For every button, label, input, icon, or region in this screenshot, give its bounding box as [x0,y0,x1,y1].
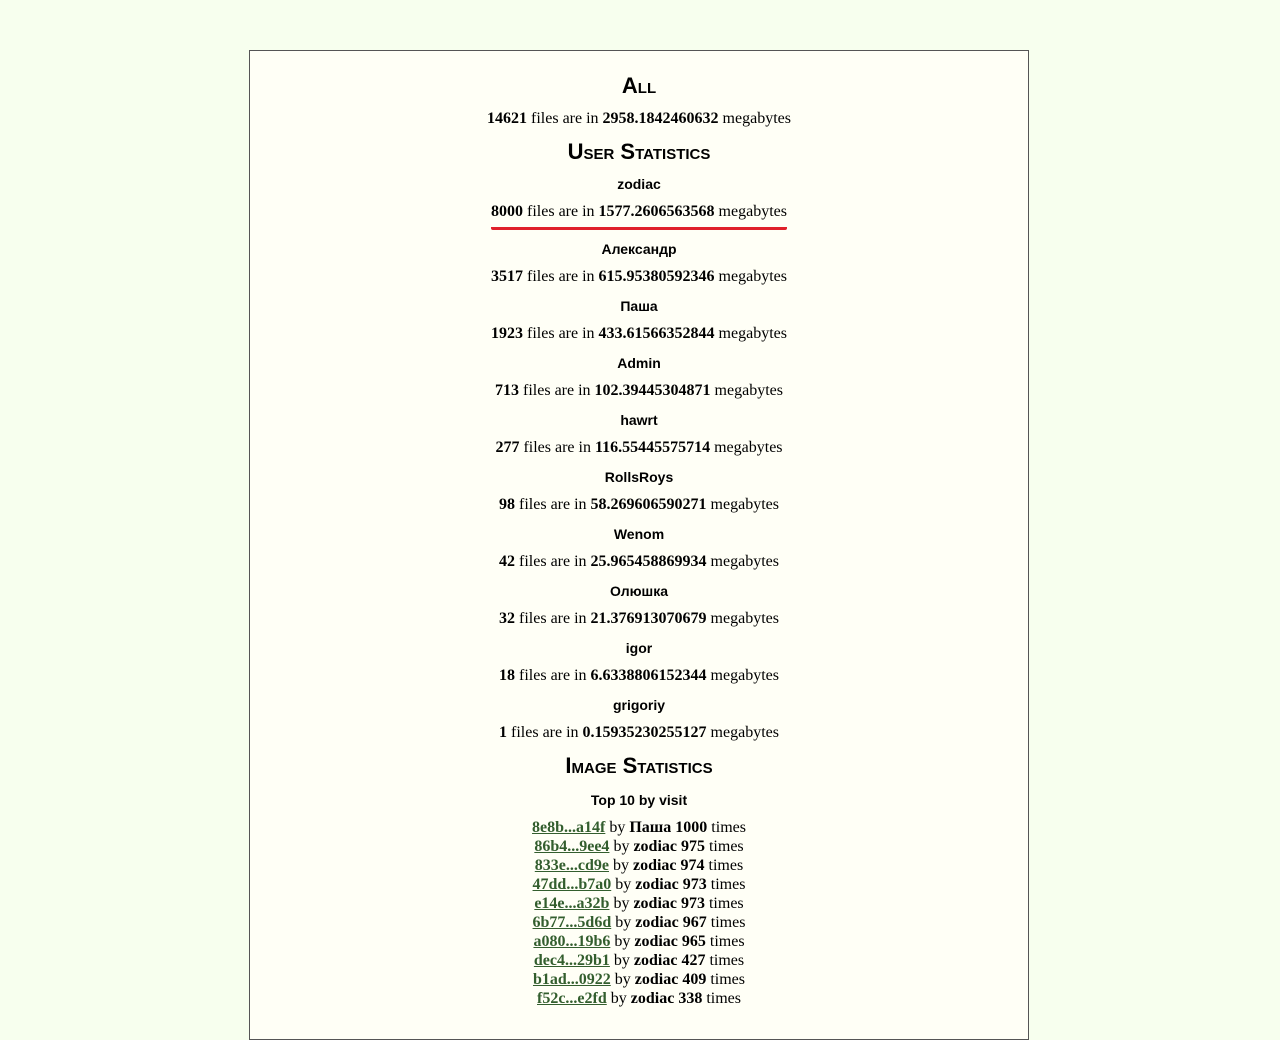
user-unit: megabytes [710,496,779,513]
user-list [250,175,1028,743]
user-unit: megabytes [714,382,783,399]
image-link[interactable]: 833e...cd9e [534,857,609,874]
user-stat [250,552,1028,572]
user-unit: megabytes [714,439,783,456]
image-link[interactable]: 8e8b...a14f [532,819,606,836]
list-item [250,932,1028,951]
user-block [250,411,1028,458]
user-name: Wenom [613,526,665,542]
image-owner: zodiac [635,876,679,893]
by-label: by [613,838,630,855]
user-stat [250,324,1028,344]
user-block [250,639,1028,686]
visit-count: 338 [678,990,703,1007]
user-name: Олюшка [609,583,669,599]
all-unit: megabytes [722,110,791,127]
image-owner: zodiac [634,971,679,988]
image-statistics-heading: Image Statistics [565,753,713,778]
times-label: times [708,857,744,874]
user-block [250,297,1028,344]
visit-count: 409 [682,971,707,988]
image-owner: zodiac [633,952,678,969]
user-unit: megabytes [710,553,779,570]
user-size: 21.376913070679 [590,610,707,627]
user-size: 433.61566352844 [598,325,715,342]
list-item [250,856,1028,875]
list-item [250,913,1028,932]
user-stat [250,723,1028,743]
list-item [250,894,1028,913]
list-item [250,875,1028,894]
user-stat [250,609,1028,629]
user-stat [250,202,1028,230]
by-label: by [613,895,630,912]
user-unit: megabytes [718,203,787,220]
user-block [250,468,1028,515]
by-label: by [614,933,631,950]
user-files-count: 98 [499,496,516,513]
times-label: times [709,952,745,969]
user-size: 1577.2606563568 [598,203,715,220]
by-label: by [615,876,632,893]
user-files-label: files are in [527,268,595,285]
visit-count: 967 [682,914,707,931]
all-size: 2958.1842460632 [602,110,719,127]
top-visit-list [250,818,1028,1008]
visit-count: 975 [680,838,705,855]
image-link[interactable]: e14e...a32b [534,895,610,912]
visit-count: 1000 [675,819,708,836]
user-size: 102.39445304871 [594,382,711,399]
image-owner: Паша [629,819,672,836]
user-size: 6.6338806152344 [590,667,707,684]
user-stat-text [499,610,779,627]
highlight-underline [491,202,787,230]
user-block [250,240,1028,287]
stats-panel [249,50,1029,1040]
user-stat [250,267,1028,287]
image-link[interactable]: 47dd...b7a0 [532,876,612,893]
user-files-count: 32 [499,610,516,627]
user-block [250,175,1028,230]
user-files-label: files are in [527,325,595,342]
image-owner: zodiac [633,895,677,912]
user-files-count: 1 [499,724,508,741]
user-files-count: 1923 [491,325,524,342]
image-owner: zodiac [633,838,677,855]
user-stat-text [499,724,779,741]
list-item [250,970,1028,989]
user-stat [250,495,1028,515]
list-item [250,951,1028,970]
by-label: by [614,971,631,988]
by-label: by [615,914,632,931]
user-stat-text [495,439,782,456]
user-files-label: files are in [527,203,595,220]
all-stat [250,109,1028,129]
user-size: 25.965458869934 [590,553,707,570]
all-files-label: files are in [531,110,599,127]
image-link[interactable]: a080...19b6 [533,933,611,950]
user-name: Паша [620,298,658,314]
user-files-count: 18 [499,667,516,684]
user-files-label: files are in [519,496,587,513]
image-link[interactable]: f52c...e2fd [537,990,607,1007]
user-name: RollsRoys [604,469,674,485]
by-label: by [612,857,629,874]
user-name: Admin [617,355,661,371]
user-unit: megabytes [710,610,779,627]
visit-count: 973 [680,895,705,912]
user-stat-text [491,325,787,342]
all-heading: All [621,73,657,98]
user-stat-text [499,667,779,684]
by-label: by [610,990,627,1007]
list-item [250,989,1028,1008]
user-size: 116.55445575714 [594,439,711,456]
image-owner: zodiac [630,990,675,1007]
user-files-label: files are in [519,667,587,684]
user-stat [250,381,1028,401]
image-link[interactable]: 86b4...9ee4 [534,838,610,855]
user-name: grigoriy [612,697,666,713]
user-files-label: files are in [523,439,591,456]
user-files-label: files are in [519,610,587,627]
user-block [250,582,1028,629]
user-files-label: files are in [523,382,591,399]
visit-count: 974 [680,857,705,874]
visit-count: 965 [681,933,706,950]
user-unit: megabytes [710,724,779,741]
user-stat [250,666,1028,686]
visit-count: 973 [682,876,707,893]
user-statistics-heading: User Statistics [567,139,711,164]
user-size: 0.15935230255127 [582,724,707,741]
user-files-count: 3517 [491,268,524,285]
user-name: igor [625,640,653,656]
times-label: times [710,876,746,893]
user-size: 58.269606590271 [590,496,707,513]
times-label: times [710,971,745,988]
times-label: times [706,990,741,1007]
user-name: hawrt [620,412,658,428]
user-files-count: 8000 [491,203,524,220]
user-files-label: files are in [519,553,587,570]
by-label: by [613,952,630,969]
image-link[interactable]: dec4...29b1 [533,952,610,969]
user-block [250,696,1028,743]
user-stat-text [495,382,783,399]
user-stat-text [499,553,779,570]
user-block [250,525,1028,572]
image-owner: zodiac [632,857,677,874]
visit-count: 427 [681,952,706,969]
times-label: times [710,914,746,931]
top-by-visit-heading: Top 10 by visit [590,792,688,808]
times-label: times [708,838,744,855]
user-name: zodiac [617,176,661,192]
user-size: 615.95380592346 [598,268,715,285]
image-owner: zodiac [634,933,678,950]
user-stat [250,438,1028,458]
user-name: Александр [601,241,677,257]
list-item [250,837,1028,856]
image-owner: zodiac [635,914,679,931]
user-stat-text [491,268,787,285]
times-label: times [709,933,745,950]
user-files-count: 42 [499,553,516,570]
user-stat-text [499,496,779,513]
times-label: times [708,895,744,912]
image-link[interactable]: b1ad...0922 [532,971,611,988]
list-item [250,818,1028,837]
by-label: by [609,819,626,836]
times-label: times [711,819,746,836]
user-block [250,354,1028,401]
user-files-label: files are in [511,724,579,741]
user-files-count: 277 [495,439,520,456]
user-files-count: 713 [495,382,520,399]
all-files-count: 14621 [487,110,528,127]
user-unit: megabytes [718,325,787,342]
image-link[interactable]: 6b77...5d6d [532,914,612,931]
user-unit: megabytes [718,268,787,285]
user-unit: megabytes [710,667,779,684]
